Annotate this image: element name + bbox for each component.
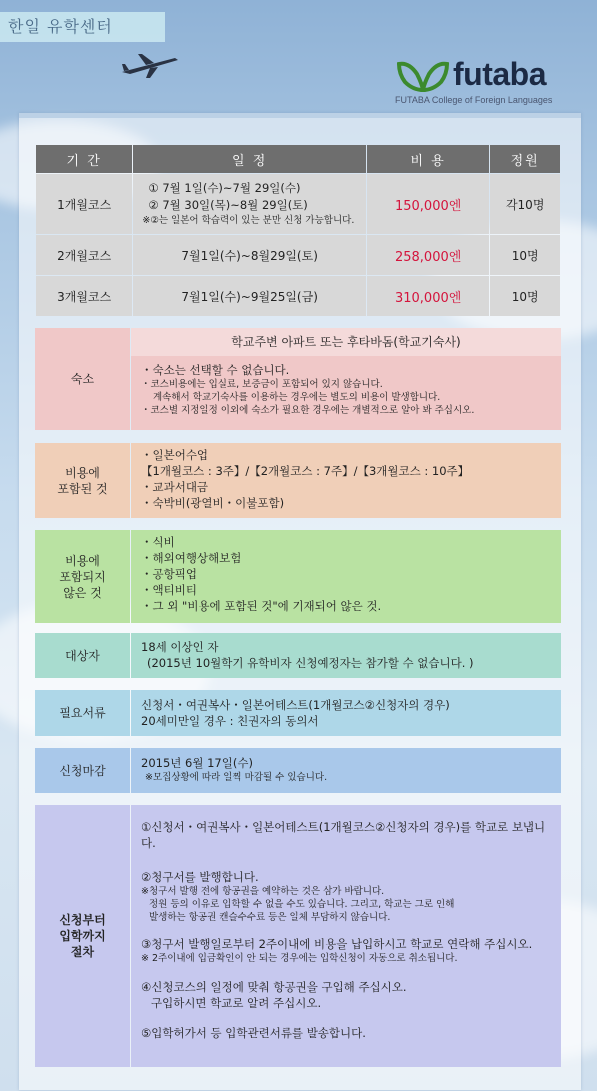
table-row [36,276,560,316]
housing-line: 계속해서 학교기숙사를 이용하는 경우에는 별도의 비용이 발생합니다. [153,392,441,403]
included-body [131,443,561,518]
logo-wordmark: futaba [453,56,546,92]
header-capacity: 정원 [490,145,560,173]
futaba-leaf-icon [395,60,451,92]
documents-body [131,690,561,736]
course-schedule: 7월1일(수)~9월25일(금) [133,276,366,316]
procedure-step: ③청구서 발행일로부터 2주이내에 비용을 납입하시고 학교로 연락해 주십시오. [141,937,533,951]
documents-line: 20세미만일 경우 : 친권자의 동의서 [141,714,319,728]
included-item: ・일본어수업 [141,448,209,462]
target-body [131,633,561,678]
excluded-item: ・액티비티 [141,583,197,597]
documents-line: 신청서・여권복사・일본어테스트(1개월코스②신청자의 경우) [141,698,450,712]
included-item: ・교과서대금 [141,480,209,494]
course-price: 258,000엔 [367,235,489,275]
course-schedule [133,174,366,234]
included-section [35,443,561,518]
excluded-item: ・공항픽업 [141,567,197,581]
included-item: ・숙박비(광열비・이불포함) [141,496,285,510]
content-panel [19,113,581,1090]
excluded-label: 비용에 포함되지 않은 것 [35,530,130,623]
documents-label: 필요서류 [35,690,130,736]
course-table [35,144,561,317]
deadline-line: 2015년 6월 17일(수) [141,756,253,770]
schedule-line: ② 7월 30일(목)~8월 29일(토) [148,198,308,212]
course-capacity: 10명 [490,235,560,275]
header-schedule: 일 정 [133,145,366,173]
excluded-body [131,530,561,623]
deadline-section [35,748,561,793]
procedure-note: 정원 등의 이유로 입학할 수 없을 수도 있습니다. 그리고, 학교는 그로 인해 [149,899,455,910]
deadline-label: 신청마감 [35,748,130,793]
excluded-item: ・그 외 "비용에 포함된 것"에 기재되어 않은 것. [141,599,382,613]
logo-subtitle: FUTABA College of Foreign Languages [395,95,553,105]
site-tag: 한일 유학센터 [0,12,165,42]
documents-section [35,690,561,736]
header-period: 기 간 [36,145,132,173]
housing-line: ・숙소는 선택할 수 없습니다. [141,363,290,377]
excluded-section [35,530,561,623]
included-label: 비용에 포함된 것 [35,443,130,518]
housing-line: ・코스비용에는 입실료, 보증금이 포함되어 있지 않습니다. [141,379,383,390]
procedure-step: ⑤입학허가서 등 입학관련서류를 발송합니다. [141,1026,366,1040]
procedure-body [131,805,561,1067]
deadline-note: ※모집상황에 따라 일찍 마감될 수 있습니다. [145,772,328,783]
schedule-note: ※②는 일본어 학습력이 있는 분만 신청 가능합니다. [142,215,355,226]
procedure-section [35,805,561,1067]
table-row [36,235,560,275]
procedure-note: ※청구서 발행 전에 항공권을 예약하는 것은 삼가 바랍니다. [141,886,385,897]
target-label: 대상자 [35,633,130,678]
target-line: 18세 이상인 자 [141,640,219,654]
housing-header: 학교주변 아파트 또는 후타바돔(학교기숙사) [131,328,561,356]
table-header-row [36,145,560,173]
airplane-icon [120,50,180,80]
schedule-line: ① 7월 1일(수)~7월 29일(수) [148,181,301,195]
procedure-label: 신청부터 입학까지 절차 [35,805,130,1067]
course-price: 150,000엔 [367,174,489,234]
futaba-logo [395,56,585,110]
included-item: 【1개월코스 : 3주】/【2개월코스 : 7주】/【3개월코스 : 10주】 [141,464,470,478]
course-price: 310,000엔 [367,276,489,316]
procedure-step: ①신청서・여권복사・일본어테스트(1개월코스②신청자의 경우)를 학교로 보냅니다. [141,820,546,850]
course-capacity: 각10명 [490,174,560,234]
housing-section [35,328,561,430]
deadline-body [131,748,561,793]
excluded-item: ・식비 [141,535,175,549]
table-row [36,174,560,234]
procedure-step: ④신청코스의 일정에 맞춰 항공권을 구입해 주십시오. [141,980,407,994]
housing-line: ・코스별 지정일정 이외에 숙소가 필요한 경우에는 개별적으로 알아 봐 주십시오. [141,405,475,416]
course-period: 1개월코스 [36,174,132,234]
excluded-item: ・해외여행상해보험 [141,551,242,565]
course-capacity: 10명 [490,276,560,316]
course-period: 2개월코스 [36,235,132,275]
procedure-step: 구입하시면 학교로 알려 주십시오. [151,996,322,1010]
header-price: 비 용 [367,145,489,173]
housing-body [131,328,561,430]
housing-label: 숙소 [35,328,130,430]
procedure-step: ②청구서를 발행합니다. [141,870,259,884]
course-period: 3개월코스 [36,276,132,316]
procedure-note: 발생하는 항공권 캔슬수수료 등은 일체 부담하지 않습니다. [149,912,391,923]
course-schedule: 7월1일(수)~8월29일(토) [133,235,366,275]
target-line: (2015년 10월학기 유학비자 신청예정자는 참가할 수 없습니다. ) [147,656,474,670]
target-section [35,633,561,678]
procedure-note: ※ 2주이내에 입금확인이 안 되는 경우에는 입학신청이 자동으로 취소됩니다. [141,953,458,964]
